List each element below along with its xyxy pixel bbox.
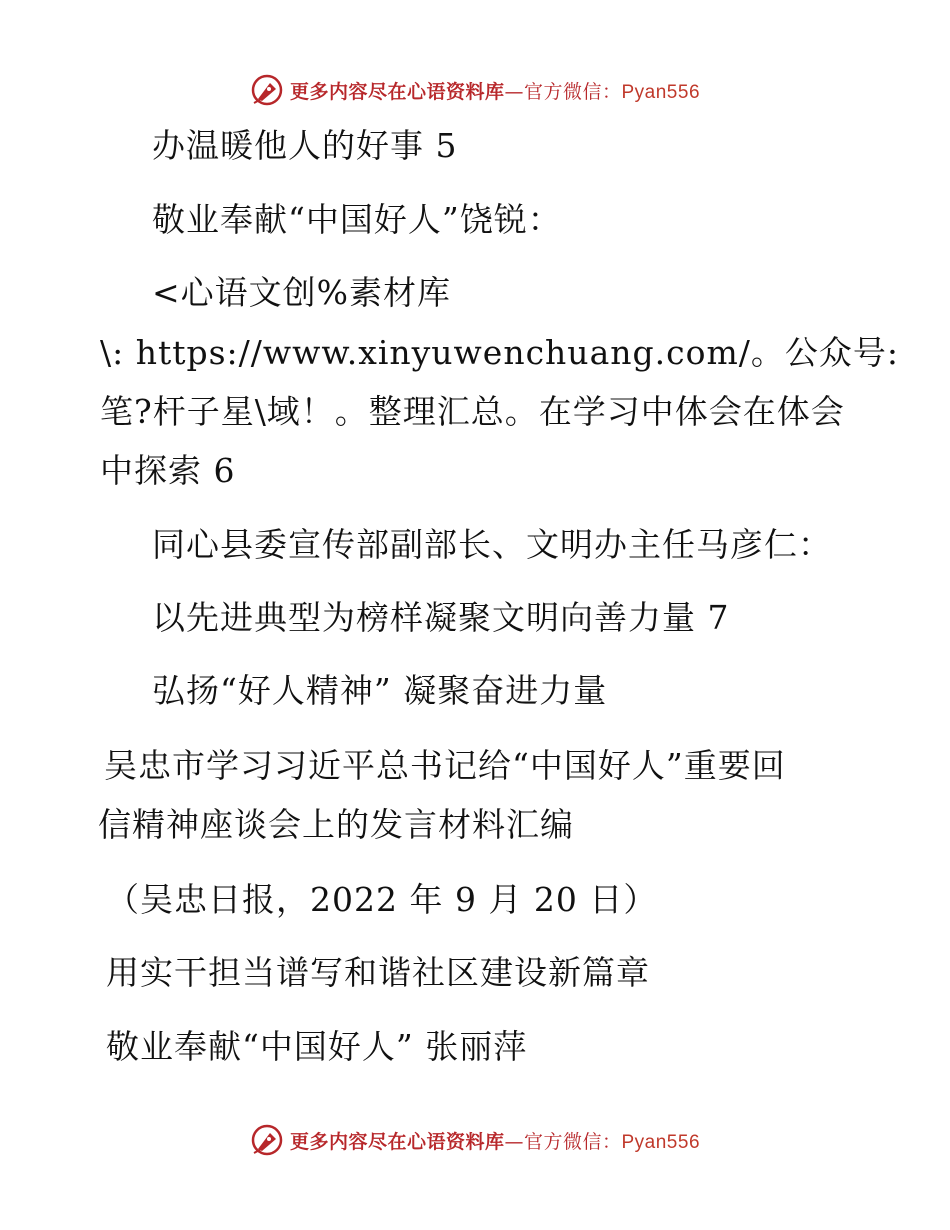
body-line: <心语文创%素材库 [152, 273, 452, 312]
watermark-brand: 更多内容尽在心语资料库 [289, 80, 505, 103]
body-line: 同心县委宣传部副部长、文明办主任马彦仁： [152, 525, 832, 564]
footer-watermark-banner [0, 1120, 950, 1160]
body-line: 敬业奉献“中国好人”饶锐： [152, 200, 562, 239]
body-line: 吴忠市学习习近平总书记给“中国好人”重要回 [104, 746, 786, 785]
header-watermark-banner [0, 70, 950, 110]
body-line: 弘扬“好人精神” 凝聚奋进力量 [152, 671, 608, 710]
watermark-text [290, 77, 700, 104]
body-line: 笔?杆子星\域！。整理汇总。在学习中体会在体会 [100, 392, 845, 431]
watermark-official: 官方微信： [523, 1130, 622, 1153]
body-line: \: https://www.xinyuwenchuang.com/。公众号: [100, 333, 899, 372]
body-line: 以先进典型为榜样凝聚文明向善力量 7 [152, 598, 730, 637]
body-line: 敬业奉献“中国好人” 张丽萍 [106, 1027, 528, 1066]
body-line: 用实干担当谱写和谐社区建设新篇章 [106, 953, 650, 992]
watermark-official: 官方微信： [523, 80, 622, 103]
watermark-wechat-id: Pyan556 [621, 1131, 701, 1153]
watermark-dash: — [504, 80, 524, 103]
body-line: （吴忠日报，2022 年 9 月 20 日） [106, 880, 658, 919]
pen-nib-logo-icon [250, 73, 284, 107]
watermark-dash: — [504, 1130, 524, 1153]
watermark-wechat-id: Pyan556 [621, 81, 701, 103]
body-line: 中探索 6 [100, 451, 236, 490]
watermark-text [290, 1127, 700, 1154]
body-line: 办温暖他人的好事 5 [152, 126, 458, 165]
watermark-brand: 更多内容尽在心语资料库 [289, 1130, 505, 1153]
pen-nib-logo-icon [250, 1123, 284, 1157]
body-line: 信精神座谈会上的发言材料汇编 [98, 805, 574, 844]
